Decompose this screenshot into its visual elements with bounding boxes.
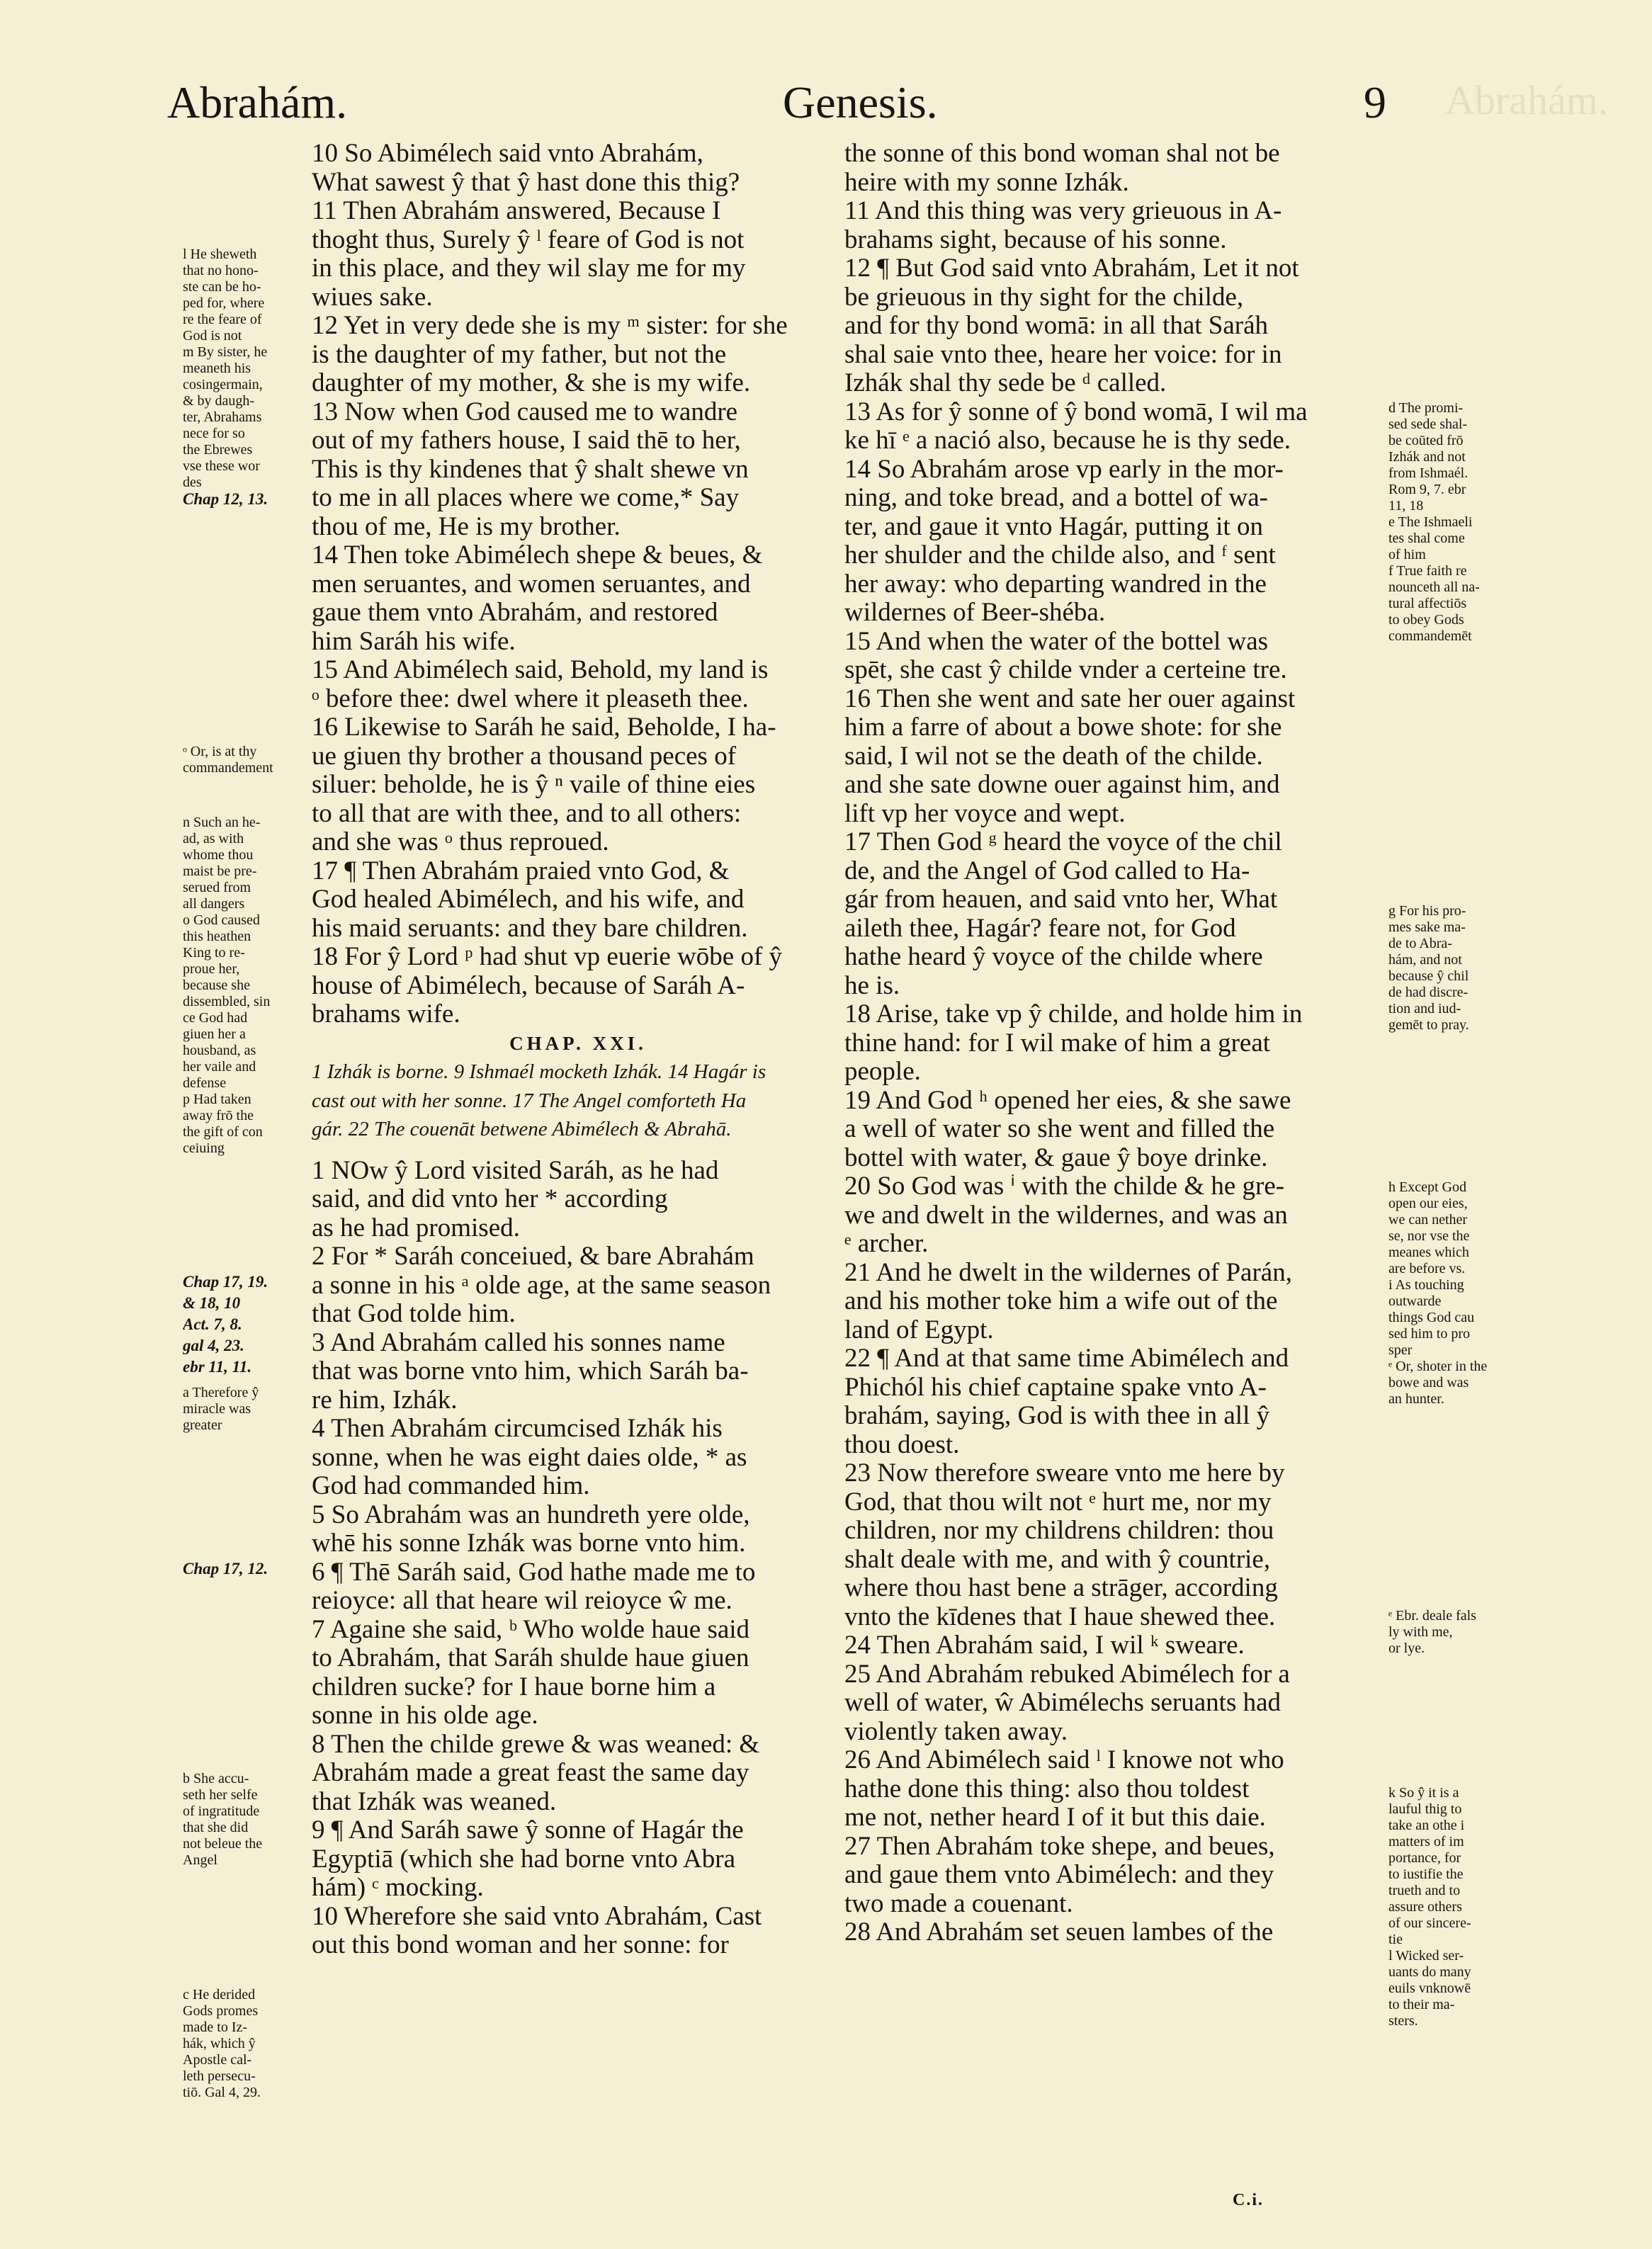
margin-note-right-3 <box>1388 1179 1530 1407</box>
margin-line: leth persecu- <box>183 2068 256 2084</box>
text-line: said, I wil not se the death of the childe. <box>844 742 1263 771</box>
margin-note-left-1 <box>183 247 307 491</box>
margin-line: k So ŷ it is a <box>1388 1785 1459 1801</box>
text-line: This is thy kindenes that ŷ shalt shewe vn <box>312 455 749 484</box>
text-line: 12 Yet in very dede she is my ᵐ sister: for she <box>312 312 788 340</box>
margin-line: commandemēt <box>1388 628 1472 644</box>
margin-line: m By sister, he <box>183 344 268 360</box>
text-line: de, and the Angel of God called to Ha- <box>844 856 1250 885</box>
text-line: 13 Now when God caused me to wandre <box>312 397 738 426</box>
text-line: ᵉ archer. <box>844 1230 929 1258</box>
text-line: 17 ¶ Then Abrahám praied vnto God, & <box>312 856 730 885</box>
text-line: in this place, and they wil slay me for my <box>312 254 746 283</box>
text-line: gár from heauen, and said vnto her, What <box>844 885 1278 914</box>
argument-line: 1 Izhák is borne. 9 Ishmaél mocketh Izhák. 14 Hagár is <box>312 1060 766 1083</box>
text-line: sonne, when he was eight daies olde, * as <box>312 1443 747 1472</box>
text-line: brahám, saying, God is with thee in all ŷ <box>844 1402 1270 1430</box>
text-line: a well of water so she went and filled the <box>844 1115 1275 1143</box>
margin-line: meanes which <box>1388 1245 1469 1260</box>
text-line: two made a couenant. <box>844 1889 1073 1918</box>
text-line: a sonne in his ᵃ olde age, at the same season <box>312 1271 771 1300</box>
text-line: 22 ¶ And at that same time Abimélech and <box>844 1344 1289 1373</box>
text-line: men seruantes, and women seruantes, and <box>312 570 751 599</box>
text-line: thou doest. <box>844 1430 960 1459</box>
margin-line: se, nor vse the <box>1388 1228 1470 1244</box>
text-line: 3 And Abrahám called his sonnes name <box>312 1328 725 1357</box>
margin-line: tes shal come <box>1388 531 1465 546</box>
margin-refs-left-2 <box>183 1271 307 1378</box>
text-line: God had commanded him. <box>312 1472 590 1500</box>
text-line: where thou hast bene a strāger, according <box>844 1574 1278 1602</box>
text-line: that Izhák was weaned. <box>312 1787 557 1816</box>
margin-line: sed sede shal- <box>1388 417 1468 432</box>
bleed-through-header: Abrahám. <box>1445 77 1609 123</box>
margin-line: Angel <box>183 1852 217 1868</box>
margin-line: vse these wor <box>183 458 260 474</box>
text-line: his maid seruants: and they bare children. <box>312 914 748 943</box>
margin-line: her vaile and <box>183 1059 256 1075</box>
margin-line: l Wicked ser- <box>1388 1948 1464 1964</box>
margin-line: maist be pre- <box>183 863 257 879</box>
cross-reference: Chap 17, 12. <box>183 1560 268 1577</box>
margin-note-right-5 <box>1388 1785 1530 2029</box>
margin-line: ceiuing <box>183 1140 225 1156</box>
text-line: and she was ᵒ thus reproued. <box>312 828 609 856</box>
margin-line: ter, Abrahams <box>183 409 262 425</box>
text-line: 11 And this thing was very grieuous in A- <box>844 197 1282 225</box>
margin-line: seth her selfe <box>183 1787 258 1803</box>
text-line: 14 Then toke Abimélech shepe & beues, & <box>312 541 763 570</box>
spacer <box>312 1144 844 1157</box>
text-line: 26 And Abimélech said ˡ I knowe not who <box>844 1746 1284 1774</box>
text-line: thine hand: for I wil make of him a great <box>844 1029 1271 1058</box>
margin-line: greater <box>183 1417 222 1433</box>
margin-line: of our sincere- <box>1388 1915 1471 1931</box>
margin-line: e The Ishmaeli <box>1388 514 1473 530</box>
margin-line: God is not <box>183 328 242 344</box>
text-line: God, that thou wilt not ᵉ hurt me, nor my <box>844 1488 1272 1517</box>
text-line: 25 And Abrahám rebuked Abimélech for a <box>844 1660 1290 1689</box>
margin-line: away frō the <box>183 1108 254 1123</box>
argument-line: cast out with her sonne. 17 The Angel comforteth Ha <box>312 1089 747 1112</box>
text-line: 11 Then Abrahám answered, Because I <box>312 197 721 225</box>
text-line: violently taken away. <box>844 1717 1068 1746</box>
text-line: that was borne vnto him, which Saráh ba- <box>312 1357 749 1386</box>
margin-line: or lye. <box>1388 1641 1425 1656</box>
text-line: 5 So Abrahám was an hundreth yere olde, <box>312 1500 750 1529</box>
margin-note-right-2 <box>1388 903 1530 1033</box>
margin-line: to obey Gods <box>1388 612 1464 628</box>
margin-line: serued from <box>183 880 251 895</box>
margin-line: des <box>183 475 202 490</box>
margin-line: p Had taken <box>183 1092 251 1107</box>
margin-line: of ingratitude <box>183 1803 260 1819</box>
margin-line: take an othe i <box>1388 1818 1465 1833</box>
text-column-right <box>844 140 1383 1947</box>
text-line: God healed Abimélech, and his wife, and <box>312 885 745 914</box>
text-line: Abrahám made a great feast the same day <box>312 1759 749 1787</box>
margin-note-left-5 <box>183 1771 307 1869</box>
text-line: hathe done this thing: also thou toldest <box>844 1774 1250 1803</box>
text-line: hathe heard ŷ voyce of the childe where <box>844 943 1263 971</box>
text-line: 23 Now therefore sweare vnto me here by <box>844 1459 1285 1488</box>
column-left-verses <box>312 140 844 1029</box>
text-line: 27 Then Abrahám toke shepe, and beues, <box>844 1832 1275 1861</box>
text-line: 8 Then the childe grewe & was weaned: & <box>312 1730 760 1759</box>
text-line: to Abrahám, that Saráh shulde haue giuen <box>312 1644 749 1672</box>
margin-line: all dangers <box>183 896 245 912</box>
margin-line: from Ishmaél. <box>1388 465 1469 481</box>
text-line: Egyptiā (which she had borne vnto Abra <box>312 1845 736 1874</box>
margin-line: g For his pro- <box>1388 903 1466 919</box>
text-line: Izhák shal thy sede be ᵈ called. <box>844 369 1167 397</box>
text-line: 17 Then God ᵍ heard the voyce of the chil <box>844 828 1282 856</box>
chapter-argument <box>312 1058 844 1144</box>
margin-line: euils vnknowē <box>1388 1981 1471 1996</box>
text-line: 21 And he dwelt in the wildernes of Parán, <box>844 1258 1292 1287</box>
text-line: spēt, she cast ŷ childe vnder a certeine tre. <box>844 656 1287 684</box>
margin-line: c He derided <box>183 1987 256 2002</box>
page-number: 9 <box>1364 77 1386 128</box>
running-head-left: Abrahám. <box>167 77 348 128</box>
text-line: 7 Againe she said, ᵇ Who wolde haue said <box>312 1615 750 1644</box>
margin-line: nounceth all na- <box>1388 579 1480 595</box>
margin-line: b She accu- <box>183 1771 249 1786</box>
text-column-left <box>312 140 844 1960</box>
margin-line: trueth and to <box>1388 1883 1461 1898</box>
margin-line: i As touching <box>1388 1277 1464 1293</box>
cross-reference: & 18, 10 <box>183 1294 241 1312</box>
text-line: 6 ¶ Thē Saráh said, God hathe made me to <box>312 1558 756 1587</box>
cross-reference: ebr 11, 11. <box>183 1358 252 1376</box>
margin-ref-left-3 <box>183 1558 307 1580</box>
text-line: 19 And God ʰ opened her eies, & she sawe <box>844 1086 1291 1115</box>
margin-line: assure others <box>1388 1899 1462 1915</box>
margin-line: housband, as <box>183 1043 256 1058</box>
text-line: wiues sake. <box>312 283 433 312</box>
text-line: 4 Then Abrahám circumcised Izhák his <box>312 1415 723 1443</box>
cross-reference: Act. 7, 8. <box>183 1315 242 1333</box>
text-line: and for thy bond womā: in all that Saráh <box>844 312 1269 340</box>
margin-ref-left-1 <box>183 489 307 510</box>
text-line: 9 ¶ And Saráh sawe ŷ sonne of Hagár the <box>312 1816 744 1845</box>
text-line: and she sate downe ouer against him, and <box>844 771 1280 799</box>
margin-line: portance, for <box>1388 1850 1461 1866</box>
text-line: ue giuen thy brother a thousand peces of <box>312 742 737 771</box>
margin-note-left-3 <box>183 815 307 1157</box>
text-line: thoght thus, Surely ŷ ˡ feare of God is not <box>312 225 745 254</box>
margin-line: whome thou <box>183 847 254 863</box>
margin-line: tural affectiōs <box>1388 596 1467 611</box>
margin-line: to iustifie the <box>1388 1866 1464 1882</box>
margin-line: giuen her a <box>183 1026 246 1042</box>
text-line: he is. <box>844 971 900 1000</box>
margin-line: open our eies, <box>1388 1196 1468 1211</box>
cross-reference: Chap 12, 13. <box>183 490 268 508</box>
margin-line: cosingermain, <box>183 377 263 392</box>
margin-line: hám, and not <box>1388 952 1462 968</box>
text-line: bottel with water, & gaue ŷ boye drinke. <box>844 1143 1268 1172</box>
text-line: him a farre of about a bowe shote: for she <box>844 713 1282 742</box>
margin-line: de to Abra- <box>1388 936 1452 951</box>
margin-line: l He sheweth <box>183 247 257 262</box>
margin-line: Apostle cal- <box>183 2052 252 2068</box>
text-line: out this bond woman and her sonne: for <box>312 1931 729 1959</box>
text-line: ter, and gaue it vnto Hagár, putting it on <box>844 512 1263 541</box>
margin-line: King to re- <box>183 945 245 961</box>
text-line: well of water, ŵ Abimélechs seruants had <box>844 1689 1282 1717</box>
margin-line: not beleue the <box>183 1836 263 1852</box>
margin-line: be coūted frō <box>1388 433 1464 448</box>
margin-line: 11, 18 <box>1388 498 1424 514</box>
margin-line: an hunter. <box>1388 1391 1444 1407</box>
text-line: 15 And Abimélech said, Behold, my land is <box>312 656 769 684</box>
margin-line: ᵉ Or, shoter in the <box>1388 1359 1488 1374</box>
cross-reference: gal 4, 23. <box>183 1337 244 1354</box>
margin-line: hák, which ŷ <box>183 2036 256 2051</box>
margin-line: ad, as with <box>183 831 244 846</box>
margin-line: & by daugh- <box>183 393 255 409</box>
margin-line: ᵉ Ebr. deale fals <box>1388 1608 1476 1624</box>
text-line: vnto the kīdenes that I haue shewed thee. <box>844 1602 1276 1631</box>
text-line: 10 Wherefore she said vnto Abrahám, Cast <box>312 1902 762 1931</box>
margin-line: ly with me, <box>1388 1624 1453 1640</box>
text-line: 18 Arise, take vp ŷ childe, and holde him in <box>844 1000 1303 1029</box>
margin-line: because she <box>183 978 250 993</box>
margin-line: of him <box>1388 547 1426 562</box>
text-line: 28 And Abrahám set seuen lambes of the <box>844 1918 1274 1947</box>
margin-line: miracle was <box>183 1401 251 1417</box>
margin-line: dissembled, sin <box>183 994 271 1009</box>
margin-line: because ŷ chil <box>1388 968 1469 984</box>
text-line: her away: who departing wandred in the <box>844 570 1267 599</box>
text-line: 1 NOw ŷ Lord visited Saráh, as he had <box>312 1156 719 1185</box>
text-line: 24 Then Abrahám said, I wil ᵏ sweare. <box>844 1631 1245 1660</box>
text-line: whē his sonne Izhák was borne vnto him. <box>312 1529 746 1558</box>
text-line: children, nor my childrens children: thou <box>844 1517 1274 1545</box>
text-line: is the daughter of my father, but not the <box>312 340 727 369</box>
text-line: him Saráh his wife. <box>312 627 516 656</box>
column-left-chapter-verses <box>312 1157 844 1960</box>
text-line: 20 So God was ⁱ with the childe & he gre- <box>844 1172 1285 1201</box>
text-line: out of my fathers house, I said thē to her, <box>312 426 741 455</box>
margin-line: ped for, where <box>183 295 265 311</box>
text-line: that God tolde him. <box>312 1300 516 1328</box>
book-title: Genesis. <box>783 77 938 128</box>
text-line: What sawest ŷ that ŷ hast done this thig? <box>312 168 740 197</box>
margin-line: a Therefore ŷ <box>183 1385 259 1400</box>
text-line: land of Egypt. <box>844 1315 994 1344</box>
margin-line: re the feare of <box>183 312 262 327</box>
text-line: the sonne of this bond woman shal not be <box>844 140 1280 168</box>
margin-line: Rom 9, 7. ebr <box>1388 482 1466 497</box>
text-line: Phichól his chief captaine spake vnto A- <box>844 1373 1267 1402</box>
text-line: said, and did vnto her * according <box>312 1185 668 1213</box>
text-line: 13 As for ŷ sonne of ŷ bond womā, I wil ma <box>844 397 1308 426</box>
text-line: we and dwelt in the wildernes, and was an <box>844 1201 1288 1230</box>
margin-line: Izhák and not <box>1388 449 1466 465</box>
margin-line: outwarde <box>1388 1293 1442 1309</box>
text-line: brahams sight, because of his sonne. <box>844 225 1227 254</box>
margin-line: nece for so <box>183 426 245 441</box>
margin-line: uants do many <box>1388 1964 1471 1980</box>
column-right-verses <box>844 140 1383 1947</box>
text-line: 18 For ŷ Lord ᵖ had shut vp euerie wōbe of ŷ <box>312 943 783 971</box>
text-line: 16 Likewise to Saráh he said, Beholde, I ha- <box>312 713 776 742</box>
text-line: lift vp her voyce and wept. <box>844 799 1126 828</box>
text-line: sonne in his olde age. <box>312 1701 538 1730</box>
margin-line: defense <box>183 1075 227 1091</box>
chapter-heading: CHAP. XXI. <box>509 1032 647 1054</box>
margin-line: made to Iz- <box>183 2019 248 2035</box>
text-line: her shulder and the childe also, and ᶠ sent <box>844 541 1276 570</box>
margin-line: the gift of con <box>183 1124 263 1140</box>
text-line: and his mother toke him a wife out of the <box>844 1287 1278 1315</box>
signature-mark: C.i. <box>1233 2191 1264 2209</box>
margin-line: f True faith re <box>1388 563 1467 579</box>
margin-line: ᵒ Or, is at thy <box>183 744 257 759</box>
margin-line: proue her, <box>183 961 240 977</box>
margin-line: tiō. Gal 4, 29. <box>183 2085 261 2100</box>
text-line: to me in all places where we come,* Say <box>312 484 740 512</box>
margin-line: mes sake ma- <box>1388 919 1466 935</box>
margin-line: sper <box>1388 1342 1413 1358</box>
margin-line: this heathen <box>183 929 251 944</box>
margin-line: matters of im <box>1388 1834 1464 1849</box>
text-line: 10 So Abimélech said vnto Abrahám, <box>312 140 703 168</box>
margin-line: lauful thig to <box>1388 1801 1462 1817</box>
margin-line: tie <box>1388 1932 1403 1947</box>
margin-line: de had discre- <box>1388 985 1469 1000</box>
margin-line: gemēt to pray. <box>1388 1017 1469 1033</box>
text-line: 12 ¶ But God said vnto Abrahám, Let it not <box>844 254 1299 283</box>
text-line: people. <box>844 1058 921 1086</box>
margin-note-left-6 <box>183 1987 307 2101</box>
text-line: 14 So Abrahám arose vp early in the mor- <box>844 455 1284 484</box>
text-line: gaue them vnto Abrahám, and restored <box>312 599 718 627</box>
margin-line: meaneth his <box>183 361 251 376</box>
margin-line: sed him to pro <box>1388 1326 1470 1342</box>
text-line: shal saie vnto thee, heare her voice: for in <box>844 340 1282 369</box>
margin-line: h Except God <box>1388 1179 1466 1195</box>
margin-line: things God cau <box>1388 1310 1475 1325</box>
text-line: be grieuous in thy sight for the childe, <box>844 283 1244 312</box>
text-line: reioyce: all that heare wil reioyce ŵ me. <box>312 1587 732 1615</box>
margin-line: ce God had <box>183 1010 248 1026</box>
text-line: 15 And when the water of the bottel was <box>844 627 1269 656</box>
text-line: house of Abimélech, because of Saráh A- <box>312 971 745 1000</box>
text-line: and gaue them vnto Abimélech: and they <box>844 1861 1274 1889</box>
text-line: heire with my sonne Izhák. <box>844 168 1129 197</box>
margin-line: commandement <box>183 760 273 776</box>
margin-line: are before vs. <box>1388 1261 1466 1276</box>
margin-line: bowe and was <box>1388 1375 1469 1390</box>
text-line: brahams wife. <box>312 1000 460 1029</box>
text-line: ning, and toke bread, and a bottel of wa- <box>844 484 1268 512</box>
text-line: siluer: beholde, he is ŷ ⁿ vaile of thine eies <box>312 771 756 799</box>
margin-line: d The promi- <box>1388 400 1464 416</box>
text-line: shalt deale with me, and with ŷ countrie, <box>844 1545 1271 1574</box>
text-line: to all that are with thee, and to all others: <box>312 799 742 828</box>
margin-line: that she did <box>183 1820 249 1835</box>
margin-line: o God caused <box>183 912 260 928</box>
margin-line: the Ebrewes <box>183 442 253 458</box>
argument-line: gár. 22 The couenāt betwene Abimélech & Abrahā. <box>312 1118 732 1140</box>
cross-reference: Chap 17, 19. <box>183 1273 268 1291</box>
text-line: daughter of my mother, & she is my wife. <box>312 369 751 397</box>
text-line: 2 For * Saráh conceiued, & bare Abrahám <box>312 1242 754 1271</box>
text-line: me not, nether heard I of it but this daie. <box>844 1803 1266 1832</box>
text-line: wildernes of Beer-shéba. <box>844 599 1106 627</box>
margin-note-right-4 <box>1388 1608 1530 1657</box>
margin-line: n Such an he- <box>183 815 261 830</box>
margin-line: sters. <box>1388 2013 1418 2029</box>
text-line: aileth thee, Hagár? feare not, for God <box>844 914 1236 943</box>
margin-line: Gods promes <box>183 2003 259 2019</box>
margin-note-left-2 <box>183 744 307 776</box>
text-line: thou of me, He is my brother. <box>312 512 621 541</box>
margin-line: that no hono- <box>183 263 259 278</box>
text-line: hám) ᶜ mocking. <box>312 1874 484 1902</box>
margin-line: to their ma- <box>1388 1997 1455 2012</box>
text-line: children sucke? for I haue borne him a <box>312 1672 716 1701</box>
margin-note-right-1 <box>1388 400 1530 645</box>
text-line: 16 Then she went and sate her ouer against <box>844 684 1296 713</box>
text-line: ke hī ᵉ a nació also, because he is thy sede. <box>844 426 1291 455</box>
text-line: re him, Izhák. <box>312 1386 458 1415</box>
margin-line: tion and iud- <box>1388 1001 1461 1016</box>
text-line: as he had promised. <box>312 1213 520 1242</box>
margin-line: we can nether <box>1388 1212 1468 1228</box>
margin-line: ste can be ho- <box>183 279 261 295</box>
text-line: ᵒ before thee: dwel where it pleaseth thee. <box>312 684 749 713</box>
margin-note-left-4 <box>183 1385 307 1434</box>
